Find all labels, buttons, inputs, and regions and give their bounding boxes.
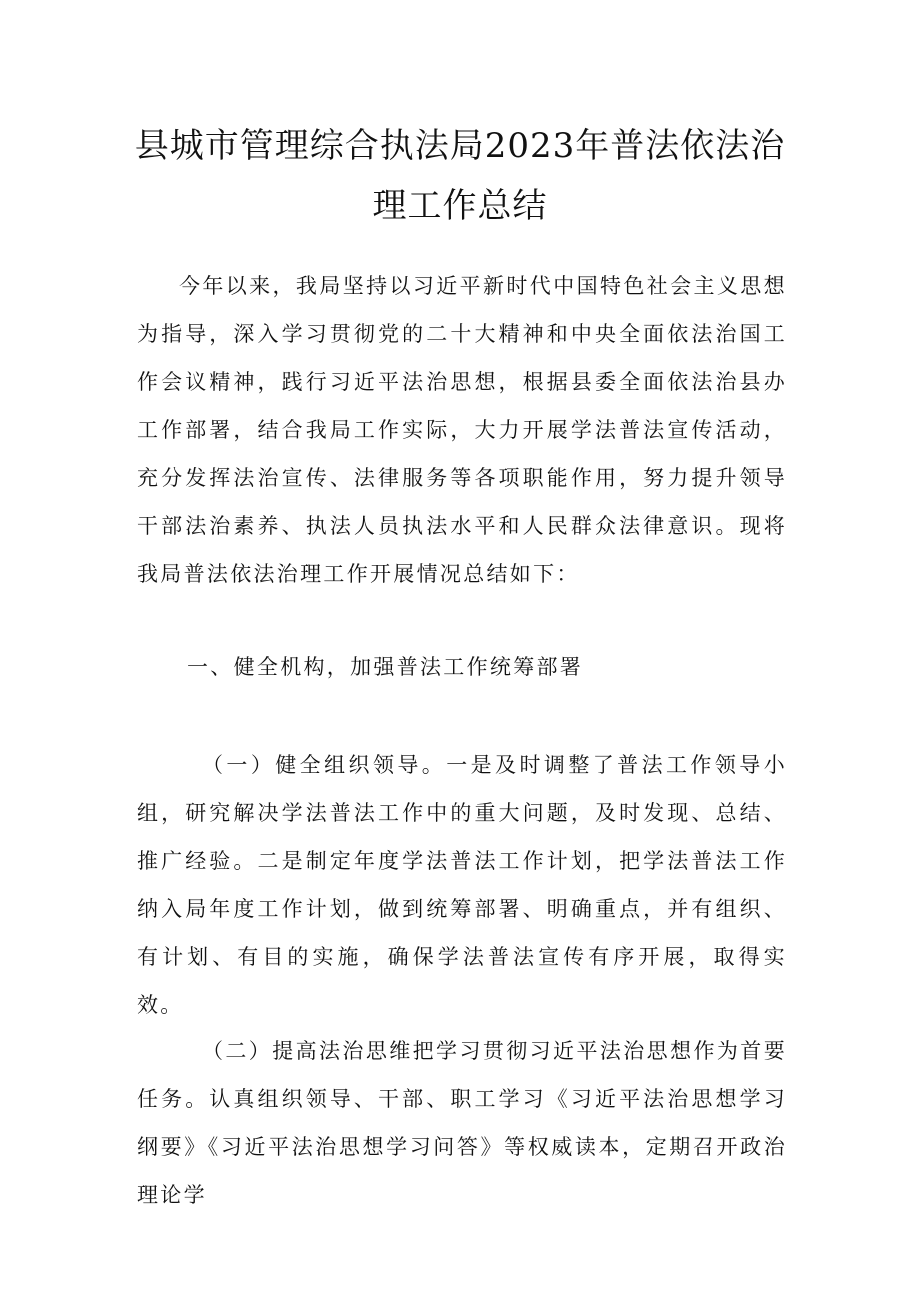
subsection-paragraph-1: （一）健全组织领导。一是及时调整了普法工作领导小组，研究解决学法普法工作中的重大问题，及时发现、总结、推广经验。二是制定年度学法普法工作计划，把学法普法工作纳入局年度工作计划，做到统筹部署、明确重点，并有组织、有计划、有目的实施，确保学法普法宣传有序开展，取得实效。 (137, 753, 787, 1017)
intro-paragraph: 今年以来，我局坚持以习近平新时代中国特色社会主义思想为指导，深入学习贯彻党的二十大精神和中央全面依法治国工作会议精神，践行习近平法治思想，根据县委全面依法治县办工作部署，结合我局工作实际，大力开展学法普法宣传活动，充分发挥法治宣传、法律服务等各项职能作用，努力提升领导干部法治素养、执法人员执法水平和人民群众法律意识。现将我局普法依法治理工作开展情况总结如下： (137, 274, 787, 586)
document-title-line-2: 理工作总结 (372, 186, 548, 226)
subsection-paragraph-2: （二）提高法治思维把学习贯彻习近平法治思想作为首要任务。认真组织领导、干部、职工学习《习近平法治思想学习纲要》《习近平法治思想学习问答》等权威读本，定期召开政治理论学 (137, 1039, 787, 1207)
section-heading-1: 一、健全机构，加强普法工作统筹部署 (187, 655, 584, 679)
document-title-line-1: 县城市管理综合执法局2023年普法依法治 (134, 126, 786, 166)
